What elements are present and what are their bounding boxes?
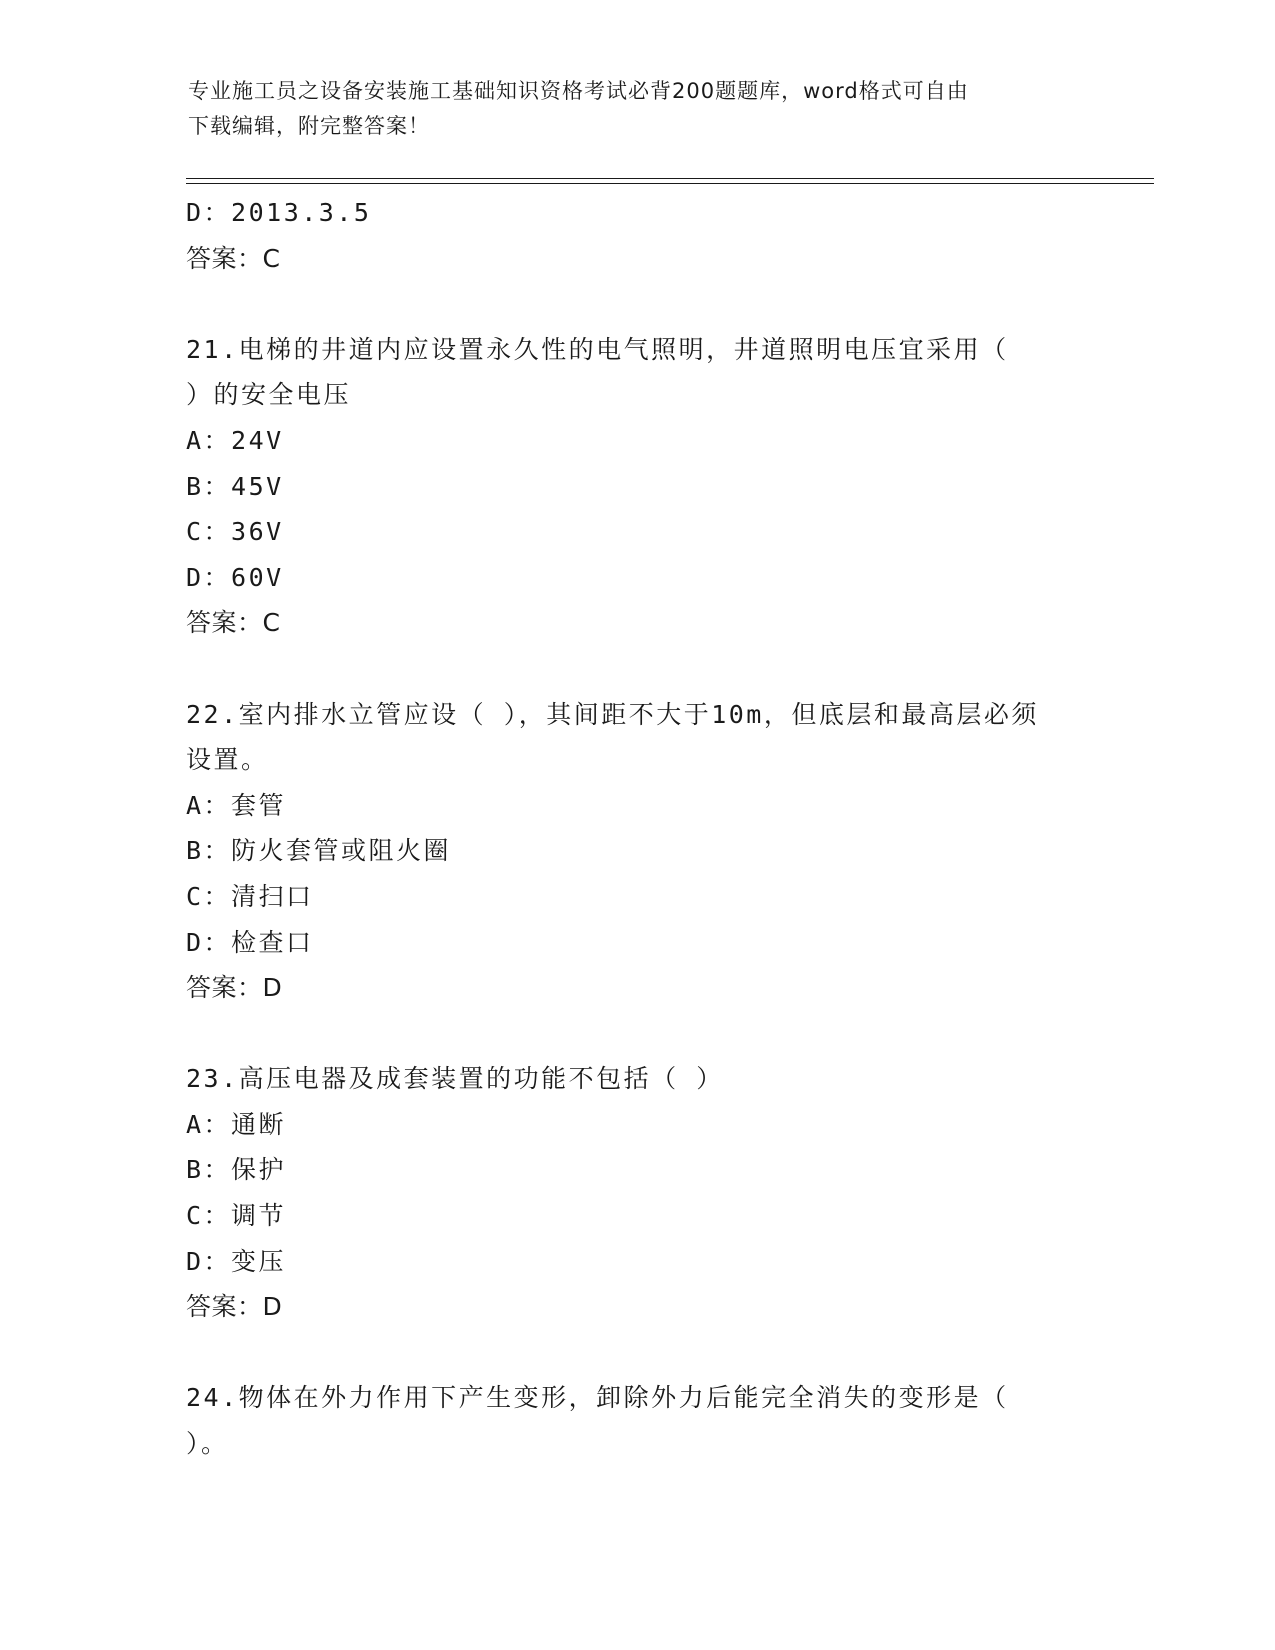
question-stem: 24.物体在外力作用下产生变形，卸除外力后能完全消失的变形是（ — [186, 1383, 1009, 1413]
question-stem: 22.室内排水立管应设（ ），其间距不大于10m，但底层和最高层必须 — [186, 699, 1039, 729]
header-rule-bottom — [186, 183, 1154, 184]
document-body — [186, 190, 1086, 1467]
option-c: C：清扫口 — [186, 881, 314, 911]
option-a: A：套管 — [186, 790, 287, 820]
header-title-line-2: 下载编辑，附完整答案！ — [188, 114, 430, 138]
question-stem: 23.高压电器及成套装置的功能不包括（ ） — [186, 1064, 724, 1094]
answer: 答案：D — [186, 1292, 283, 1322]
option-d: D：变压 — [186, 1246, 287, 1276]
question-21 — [186, 327, 1086, 646]
answer: 答案：D — [186, 973, 283, 1003]
question-stem-cont: ）的安全电压 — [186, 380, 352, 410]
header-title-line-1: 专业施工员之设备安装施工基础知识资格考试必背200题题库，word格式可自由 — [188, 79, 969, 103]
spacer — [186, 281, 1086, 327]
option-b: B：防火套管或阻火圈 — [186, 836, 452, 866]
option-a: A：24V — [186, 425, 284, 455]
answer: 答案：C — [186, 608, 281, 638]
option-b: B：45V — [186, 471, 284, 501]
option-c: C：调节 — [186, 1201, 287, 1231]
question-24 — [186, 1375, 1086, 1466]
question-stem: 21.电梯的井道内应设置永久性的电气照明，井道照明电压宜采用（ — [186, 334, 1009, 364]
prev-answer: 答案：C — [186, 243, 281, 273]
option-d: D：检查口 — [186, 927, 314, 957]
option-c: C：36V — [186, 517, 284, 547]
question-23 — [186, 1056, 1086, 1330]
spacer — [186, 1011, 1086, 1057]
question-22 — [186, 692, 1086, 1011]
option-a: A：通断 — [186, 1109, 287, 1139]
option-b: B：保护 — [186, 1155, 287, 1185]
spacer — [186, 646, 1086, 692]
prev-option-d: D：2013.3.5 — [186, 198, 372, 227]
question-stem-cont: 设置。 — [186, 745, 269, 775]
spacer — [186, 1330, 1086, 1376]
page-header — [188, 74, 1088, 144]
option-d: D：60V — [186, 562, 284, 592]
header-rule-top — [186, 178, 1154, 179]
question-stem-cont: ）。 — [186, 1429, 229, 1459]
